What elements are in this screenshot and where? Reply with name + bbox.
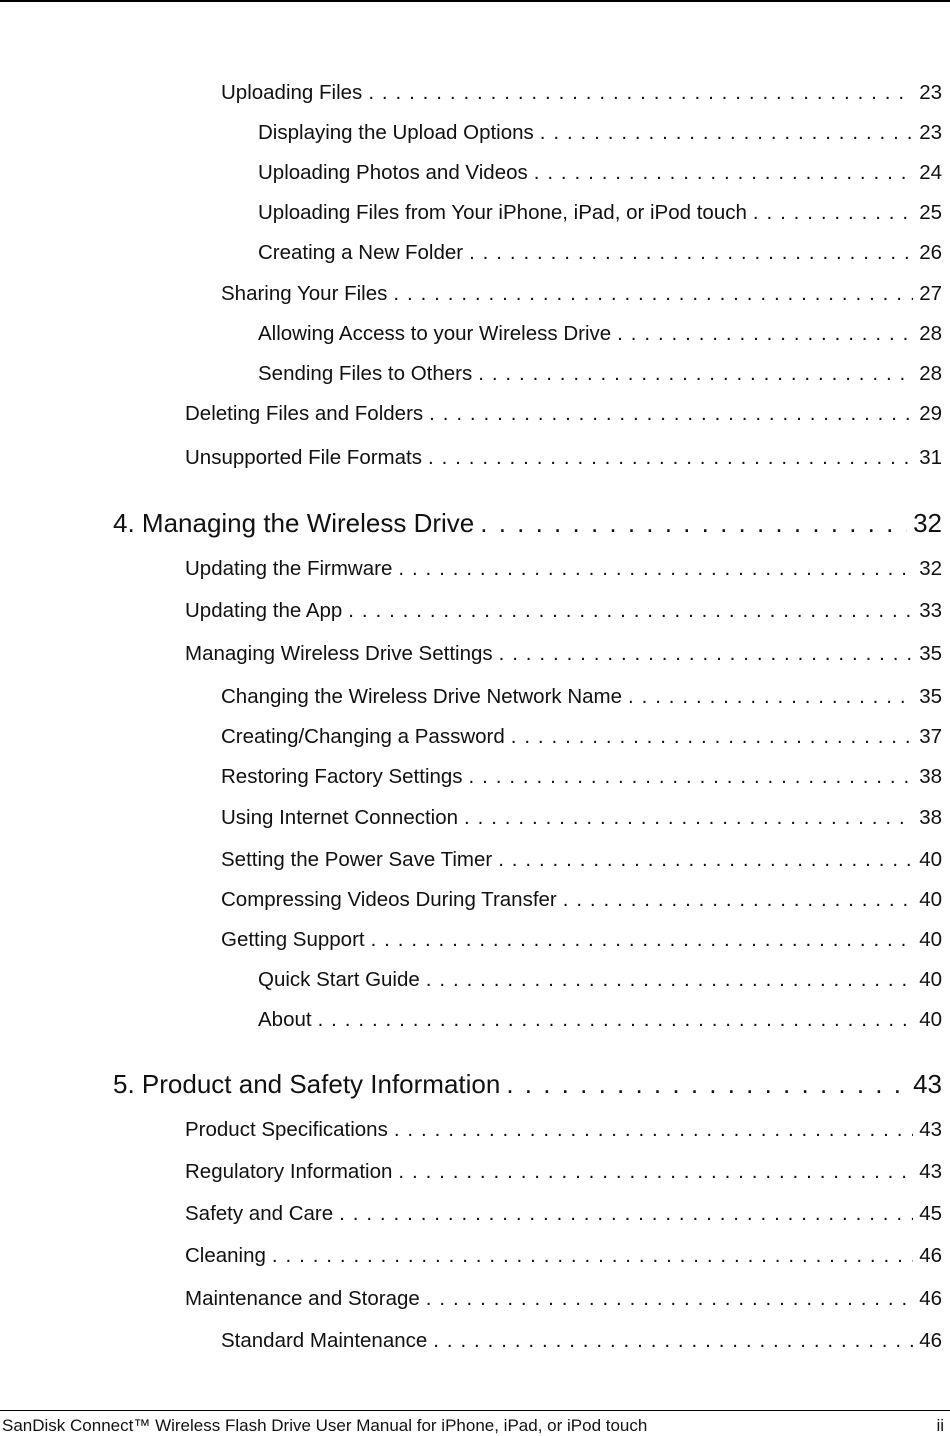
dot-leader (371, 927, 914, 953)
toc-entry[interactable] (221, 724, 942, 750)
toc-entry-title: Sharing Your Files (221, 282, 388, 305)
toc-entry-page: 46 (919, 1329, 942, 1352)
dot-leader (617, 321, 913, 347)
toc-entry-title: Cleaning (185, 1244, 266, 1267)
dot-leader (433, 1328, 913, 1354)
dot-leader (272, 1243, 913, 1269)
toc-entry-page: 23 (919, 121, 942, 144)
toc-entry-title: Changing the Wireless Drive Network Name (221, 685, 623, 708)
dot-leader (339, 1201, 913, 1227)
toc-entry-page: 26 (919, 241, 942, 264)
toc-entry[interactable] (258, 120, 942, 146)
dot-leader (469, 764, 914, 790)
dot-leader (368, 80, 913, 106)
toc-entry-title: Restoring Factory Settings (221, 765, 463, 788)
dot-leader (534, 160, 913, 186)
toc-entry-title: Allowing Access to your Wireless Drive (258, 322, 612, 345)
toc-entry-page: 40 (919, 928, 942, 951)
toc-entry[interactable] (258, 240, 942, 266)
toc-entry-page: 31 (919, 446, 942, 469)
toc-entry-title: 5. Product and Safety Information (113, 1069, 501, 1099)
toc-entry-page: 40 (919, 968, 942, 991)
dot-leader (499, 641, 914, 667)
toc-entry-page: 40 (919, 848, 942, 871)
toc-entry[interactable] (185, 641, 942, 667)
dot-leader (753, 200, 913, 226)
dot-leader (563, 887, 913, 913)
dot-leader (348, 598, 913, 624)
toc-entry[interactable] (185, 1243, 942, 1269)
toc-entry-title: Uploading Files from Your iPhone, iPad, or iPod touch (258, 201, 747, 224)
toc-entry[interactable] (258, 160, 942, 186)
footer-title: SanDisk Connect™ Wireless Flash Drive User Manual for iPhone, iPad, or iPod touch (2, 1416, 648, 1435)
dot-leader (506, 1068, 907, 1100)
toc-entry[interactable] (185, 1117, 942, 1143)
toc-entry-page: 45 (919, 1202, 942, 1225)
dot-leader (428, 445, 913, 471)
toc-entry-page: 24 (919, 161, 942, 184)
dot-leader (478, 361, 913, 387)
toc-entry[interactable] (185, 556, 942, 582)
dot-leader (426, 1286, 913, 1312)
toc-entry[interactable] (221, 927, 942, 953)
toc-entry[interactable] (221, 805, 942, 831)
toc-entry[interactable] (221, 887, 942, 913)
toc-entry-page: 46 (919, 1244, 942, 1267)
toc-entry[interactable] (221, 847, 942, 873)
toc-entry-title: Maintenance and Storage (185, 1287, 420, 1310)
toc-entry[interactable] (258, 967, 942, 993)
toc-entry-title: Quick Start Guide (258, 968, 420, 991)
toc-entry-title: Product Specifications (185, 1118, 388, 1141)
toc-entry[interactable] (258, 321, 942, 347)
toc-entry-page: 32 (919, 557, 942, 580)
toc-entry[interactable] (185, 1286, 942, 1312)
toc-entry-title: Uploading Files (221, 81, 363, 104)
dot-leader (469, 240, 913, 266)
toc-entry-page: 46 (919, 1287, 942, 1310)
toc-entry[interactable] (221, 281, 942, 307)
dot-leader (464, 805, 913, 831)
toc-entry-title: 4. Managing the Wireless Drive (113, 508, 475, 538)
dot-leader (628, 684, 913, 710)
toc-entry-page: 43 (919, 1160, 942, 1183)
toc-entry[interactable] (185, 445, 942, 471)
toc-entry[interactable] (221, 80, 942, 106)
toc-entry-page: 23 (919, 81, 942, 104)
dot-leader (398, 556, 913, 582)
toc-entry-title: Safety and Care (185, 1202, 334, 1225)
toc-entry-page: 38 (919, 806, 942, 829)
toc-chapter[interactable] (113, 1068, 942, 1100)
toc-entry-page: 40 (919, 1008, 942, 1031)
toc-entry[interactable] (258, 1007, 942, 1033)
toc-entry-page: 43 (919, 1118, 942, 1141)
toc-entry-page: 37 (919, 725, 942, 748)
toc-entry-page: 28 (919, 322, 942, 345)
toc-entry-title: Displaying the Upload Options (258, 121, 534, 144)
footer-rule (0, 1410, 950, 1411)
dot-leader (394, 1117, 913, 1143)
toc-entry-page: 32 (913, 508, 942, 538)
dot-leader (429, 401, 913, 427)
toc-entry-page: 28 (919, 362, 942, 385)
dot-leader (393, 281, 913, 307)
toc-entry-page: 33 (919, 599, 942, 622)
toc-entry[interactable] (221, 764, 942, 790)
toc-entry-title: Creating/Changing a Password (221, 725, 505, 748)
toc-entry-title: Compressing Videos During Transfer (221, 888, 557, 911)
toc-entry[interactable] (185, 1201, 942, 1227)
dot-leader (540, 120, 913, 146)
toc-entry[interactable] (221, 684, 942, 710)
dot-leader (398, 1159, 913, 1185)
toc-entry-title: Setting the Power Save Timer (221, 848, 493, 871)
toc-entry-title: Updating the App (185, 599, 343, 622)
toc-entry-title: Getting Support (221, 928, 365, 951)
toc-entry-title: Deleting Files and Folders (185, 402, 424, 425)
toc-entry-page: 25 (919, 201, 942, 224)
toc-entry-title: Managing Wireless Drive Settings (185, 642, 493, 665)
toc-entry-title: Standard Maintenance (221, 1329, 428, 1352)
toc-entry[interactable] (258, 361, 942, 387)
dot-leader (498, 847, 913, 873)
toc-entry-title: Unsupported File Formats (185, 446, 422, 469)
toc-entry-title: Sending Files to Others (258, 362, 473, 385)
footer-page-number: ii (936, 1416, 944, 1435)
top-rule (0, 0, 950, 2)
toc-entry[interactable] (185, 598, 942, 624)
toc-entry-page: 35 (919, 642, 942, 665)
toc-entry-page: 27 (919, 282, 942, 305)
toc-entry-page: 43 (913, 1069, 942, 1099)
dot-leader (426, 967, 913, 993)
toc-entry-title: Uploading Photos and Videos (258, 161, 528, 184)
dot-leader (318, 1007, 914, 1033)
toc-entry[interactable] (221, 1328, 942, 1354)
toc-entry-title: Creating a New Folder (258, 241, 464, 264)
dot-leader (480, 507, 907, 539)
toc-entry-title: Using Internet Connection (221, 806, 459, 829)
toc-entry-title: Updating the Firmware (185, 557, 393, 580)
toc-entry[interactable] (185, 401, 942, 427)
toc-entry-title: About (258, 1008, 312, 1031)
toc-entry-title: Regulatory Information (185, 1160, 393, 1183)
toc-entry-page: 40 (919, 888, 942, 911)
toc-entry-page: 29 (919, 402, 942, 425)
toc-chapter[interactable] (113, 507, 942, 539)
dot-leader (511, 724, 913, 750)
toc-entry[interactable] (185, 1159, 942, 1185)
toc-entry[interactable] (258, 200, 942, 226)
toc-entry-page: 38 (919, 765, 942, 788)
toc-entry-page: 35 (919, 685, 942, 708)
